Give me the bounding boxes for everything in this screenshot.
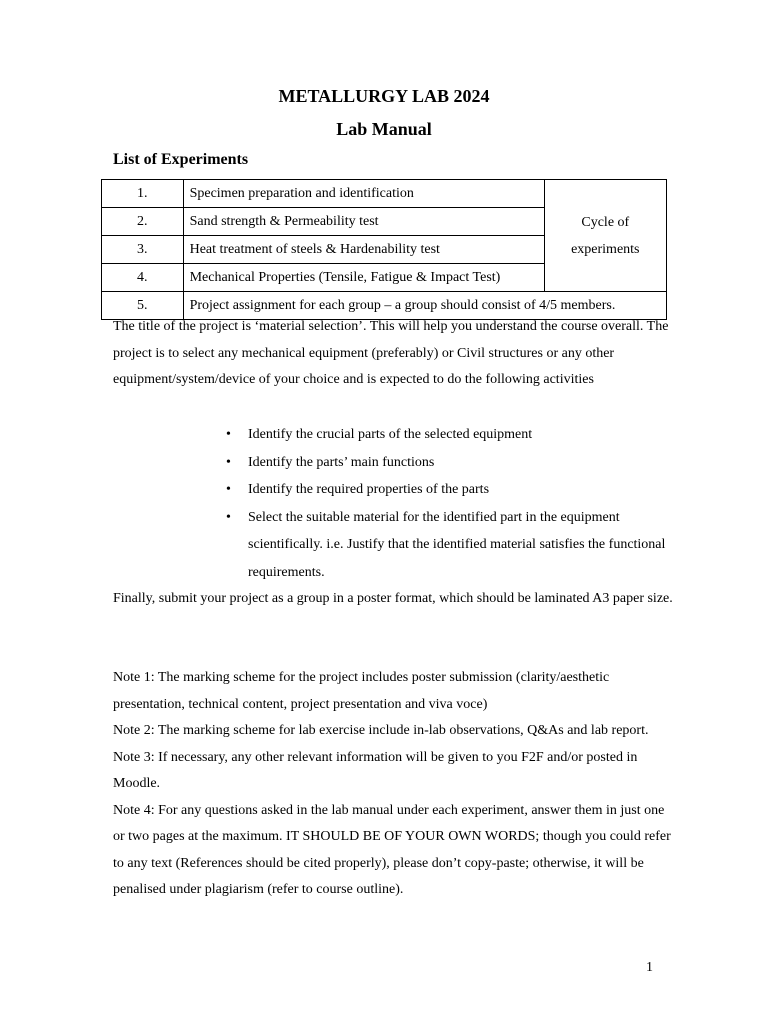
notes-section [113, 665, 673, 904]
cycle-label-line2: experiments [571, 241, 640, 257]
list-item [226, 421, 666, 449]
bullet-icon: • [226, 454, 231, 470]
table-row [102, 180, 667, 208]
note-2: Note 2: The marking scheme for lab exercise include in-lab observations, Q&As and lab report. [113, 723, 649, 738]
experiment-number: 1. [102, 180, 184, 208]
document-title: METALLURGY LAB 2024 [278, 86, 490, 106]
experiment-name: Specimen preparation and identification [183, 180, 544, 208]
cycle-cell [544, 180, 666, 292]
bullet-icon: • [226, 482, 231, 497]
activities-list [226, 421, 666, 586]
experiment-number: 5. [102, 292, 184, 320]
experiment-name: Heat treatment of steels & Hardenability test [183, 236, 544, 264]
note-3: Note 3: If necessary, any other relevant information will be given to you F2F and/or posted in Moodle. [113, 749, 638, 791]
note-4: Note 4: For any questions asked in the lab manual under each experiment, answer them in just one or two pages at the maximum. IT SHOULD BE OF YOUR OWN WORDS; though you could refer to any text (References should be cited properly), please don’t copy-paste; otherwise, it will be penalised under plagiarism (refer to course outline). [113, 802, 671, 897]
list-item [226, 449, 666, 477]
cycle-label-line1: Cycle of [581, 214, 630, 230]
note-1: Note 1: The marking scheme for the project includes poster submission (clarity/aesthetic presentation, technical content, project presentation and viva voce) [113, 670, 610, 712]
list-item [226, 476, 666, 504]
document-subtitle: Lab Manual [336, 119, 432, 139]
experiments-table [101, 179, 667, 320]
experiment-name: Project assignment for each group – a group should consist of 4/5 members. [183, 292, 666, 320]
experiment-name: Mechanical Properties (Tensile, Fatigue & Impact Test) [183, 264, 544, 292]
list-item [226, 504, 666, 587]
submission-paragraph: Finally, submit your project as a group in a poster format, which should be laminated A3 paper size. [113, 591, 673, 606]
page-number: 1 [646, 960, 653, 975]
activity-text: Select the suitable material for the identified part in the equipment scientifically. i.e. Justify that the identified material satisfies the functional requirements. [248, 509, 666, 580]
bullet-icon: • [226, 427, 231, 442]
bullet-icon: • [226, 509, 231, 525]
experiment-name: Sand strength & Permeability test [183, 208, 544, 236]
activity-text: Identify the required properties of the parts [248, 482, 490, 497]
list-heading: List of Experiments [113, 151, 249, 168]
experiment-number: 2. [102, 208, 184, 236]
activity-text: Identify the crucial parts of the selected equipment [248, 427, 533, 442]
experiment-number: 3. [102, 236, 184, 264]
project-intro-paragraph: The title of the project is ‘material selection’. This will help you understand the course overall. The project is to select any mechanical equipment (preferably) or Civil structures or any other equipment/system/device of your choice and is expected to do the following activities [113, 319, 669, 387]
experiment-number: 4. [102, 264, 184, 292]
activity-text: Identify the parts’ main functions [248, 454, 435, 470]
